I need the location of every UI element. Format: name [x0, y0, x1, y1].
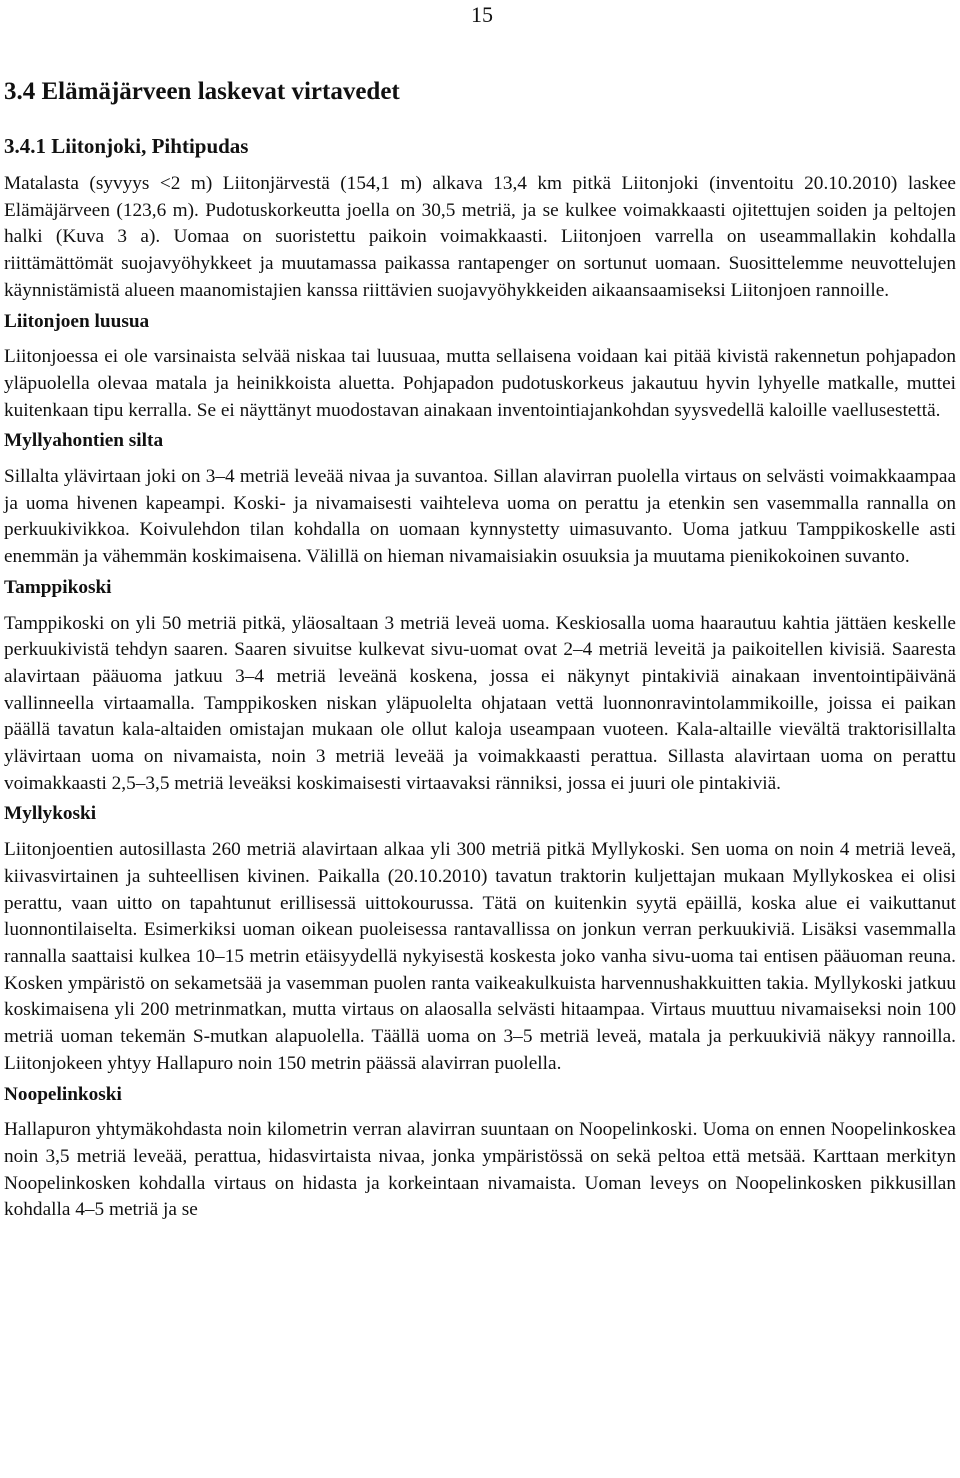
body-text — [4, 171, 956, 1224]
page-number: 15 — [471, 2, 493, 27]
heading-liitonjoen-luusua: Liitonjoen luusua — [4, 310, 150, 332]
heading-myllykoski: Myllykoski — [4, 803, 97, 825]
paragraph-liitonjoen-luusua: Liitonjoessa ei ole varsinaista selvää niskaa tai luusuaa, mutta sellaisena voidaan kai pitää kivistä rakennetun pohjapadon yläpuolella olevaa matala ja heinikkoista aluetta. Pohjapadon pudotuskorkeus jakautuu hyvin lyhyelle matkalle, muttei kuitenkaan tipu kerralla. Se ei näyttänyt muodostavan ainakaan inventointiajankohdan syysvedellä kaloille vaellusestettä. — [4, 346, 956, 421]
paragraph-myllyahontien-silta: Sillalta ylävirtaan joki on 3–4 metriä leveää nivaa ja suvantoa. Sillan alavirran puolella virtaus on selvästi voimakkaampaa ja uoma hivenen kapeampi. Koski- ja nivamaisesti vaihteleva uoma on perattu ja etenkin sen vasemmalla rannalla on perkuukivikkoa. Koivulehdon tilan kohdalla on uomaan kynnystetty uimasuvanto. Uoma jatkuu Tamppikoskelle asti enemmän ja vähemmän koskimaisena. Välillä on hieman nivamaisiakin osuuksia ja muutama pienikokoinen suvanto. — [4, 466, 956, 568]
heading-tamppikoski: Tamppikoski — [4, 576, 112, 598]
section-title: 3.4 Elämäjärveen laskevat virtavedet — [4, 78, 400, 105]
intro-paragraph: Matalasta (syvyys <2 m) Liitonjärvestä (154,1 m) alkava 13,4 km pitkä Liitonjoki (inventoitu 20.10.2010) laskee Elämäjärveen (123,6 m). Pudotuskorkeutta joella on 30,5 metriä, ja se kulkee voimakkaasti ojitettujen soiden ja peltojen halki (Kuva 3 a). Uomaa on suoristettu paikoin voimakkaasti. Liitonjoen varrella on useammallakin kohdalla riittämättömät suojavyöhykkeet ja muutamassa paikassa rantapenger on sortunut uomaan. Suosittelemme neuvottelujen käynnistämistä alueen maanomistajien kanssa riittävien suojavyöhykkeiden aikaansaamiseksi Liitonjoen rannoille. — [4, 173, 956, 301]
paragraph-tamppikoski: Tamppikoski on yli 50 metriä pitkä, yläosaltaan 3 metriä leveä uoma. Keskiosalla uoma haarautuu kahtia jättäen keskelle perkuukivistä tehdyn saaren. Saaren sivuitse kulkevat sivu-uomat ovat 2–4 metriä leveitä ja paikoitellen kivisiä. Saaresta alavirtaan pääuoma jatkuu 3–4 metriä leveänä koskena, jossa ei näkynyt pintakiviä ainakaan inventointipäivänä vallinneella virtaamalla. Tamppikosken niskan yläpuolelta ohjataan vettä luonnonravintolammikoille, joissa ei paikan päällä tavatun kala-altaiden omistajan mukaan ole ollut kaloja useampaan vuoteen. Kala-altaille vievältä traktorisillalta ylävirtaan uoma on nivamaista, noin 3 metriä leveää ja voimakkaasti perattua. Sillasta alavirtaan uoma on perattu voimakkaasti 2,5–3,5 metriä leveäksi koskimaisesti virtaavaksi ränniksi, jossa ei juuri ole pintakiviä. — [4, 612, 956, 794]
paragraph-noopelinkoski: Hallapuron yhtymäkohdasta noin kilometrin verran alavirran suuntaan on Noopelinkoski. Uoma on ennen Noopelinkoskea noin 3,5 metriä leveää, perattua, hidasvirtaista nivaa, jonka ympäristössä on sekä peltoa että metsää. Karttaan merkityn Noopelinkosken kohdalla virtaus on hidasta ja korkeintaan nivamaista. Uoman leveys on Noopelinkosken pikkusillan kohdalla 4–5 metriä ja se — [4, 1119, 956, 1221]
heading-noopelinkoski: Noopelinkoski — [4, 1083, 122, 1105]
heading-myllyahontien-silta: Myllyahontien silta — [4, 430, 164, 452]
paragraph-myllykoski: Liitonjoentien autosillasta 260 metriä alavirtaan alkaa yli 300 metriä pitkä Myllykoski. Sen uoma on noin 4 metriä leveä, kiivasvirtainen ja suhteellisen kivinen. Paikalla (20.10.2010) tavatun traktorin kuljettajan mukaan Myllykoskea ei olisi perattu, vaan uitto on tapahtunut erillisessä uittokourussa. Tätä on kuitenkin syytä epäillä, koska alue ei vaikuttanut luonnontilaiselta. Esimerkiksi uoman oikean puoleisessa rantavallissa on jonkun verran perkuukiviä. Lisäksi vasemmalla rannalla saattaisi kulkea 10–15 metrin etäisyydellä nykyisestä koskesta joko vanha sivu-uoma tai entisen pääuoman reuna. Kosken ympäristö on sekametsää ja vasemman puolen ranta vaikeakulkuista harvennushakkuitten takia. Myllykoski jatkuu koskimaisena yli 200 metrinmatkan, mutta virtaus on alaosalla selvästi hitaampaa. Virtaus muuttuu nivamaiseksi noin 100 metriä uoman tekemän S-mutkan alapuolella. Täällä uoma on 3–5 metriä leveä, matala ja perkuukiviä näkyy rannoilla. Liitonjokeen yhtyy Hallapuro noin 150 metrin päässä alavirran puolella. — [4, 839, 956, 1074]
subsection-title: 3.4.1 Liitonjoki, Pihtipudas — [4, 134, 249, 158]
